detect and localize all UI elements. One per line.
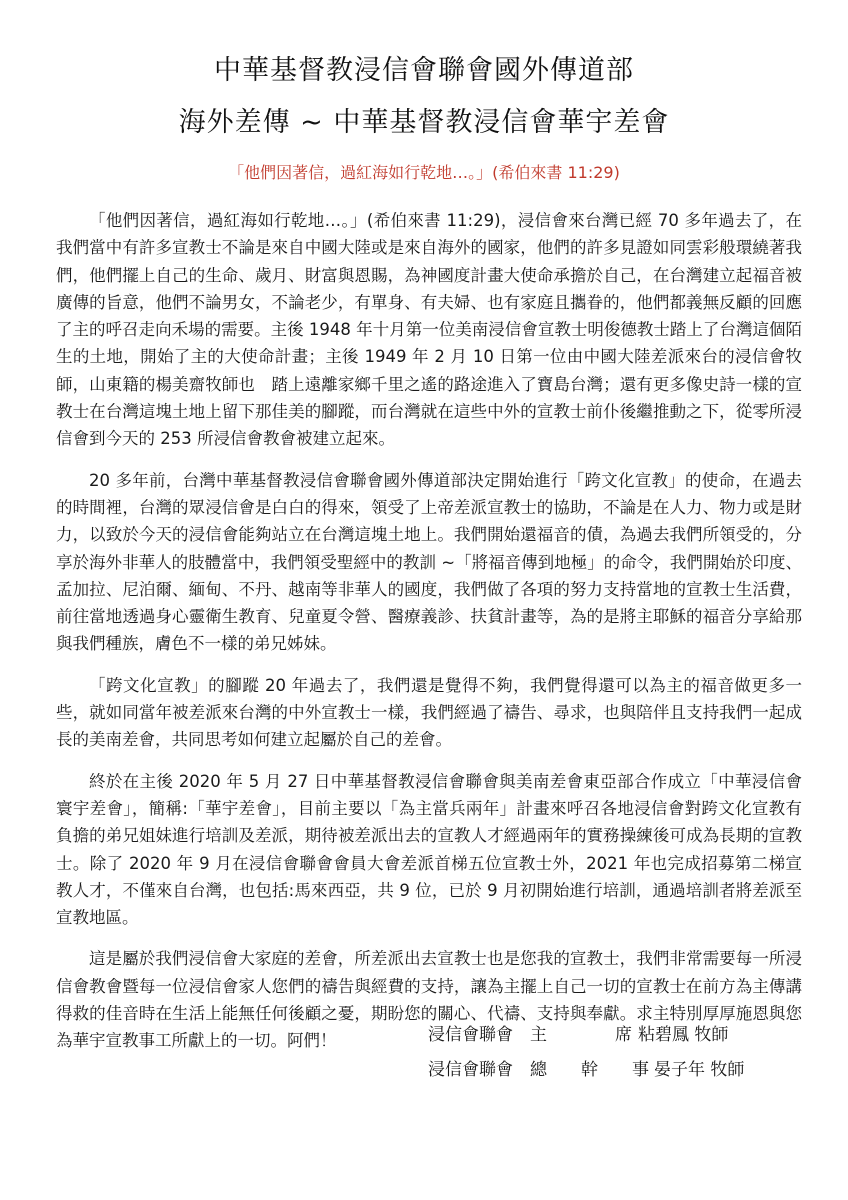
signature-org: 浸信會聯會 bbox=[428, 1060, 513, 1080]
signature-name: 晏子年 牧師 bbox=[654, 1060, 745, 1080]
letter-body bbox=[56, 207, 802, 1055]
paragraph: 「跨文化宣教」的腳蹤 20 年過去了，我們還是覺得不夠，我們覺得還可以為主的福音做更多一些，就如同當年被差派來台灣的中外宣教士一樣，我們經過了禱告、尋求，也與陪伴且支持我們一起成長的美南差會，共同思考如何建立起屬於自己的差會。 bbox=[56, 675, 802, 750]
signature-general-secretary bbox=[428, 1055, 788, 1080]
signature-name: 粘碧鳳 牧師 bbox=[638, 1025, 729, 1045]
paragraph: 終於在主後 2020 年 5 月 27 日中華基督教浸信會聯會與美南差會東亞部合作成立「中華浸信會寰宇差會」，簡稱:「華宇差會」，目前主要以「為主當兵兩年」計畫來呼召各地浸信會對跨文化宣教有負擔的弟兄姐妹進行培訓及差派，期待被差派出去的宣教人才經過兩年的實務操練後可成為長期的宣教士。除了 2020 年 9 月在浸信會聯會會員大會差派首梯五位宣教士外，2021 年也完成招募第二梯宣教人才，不僅來自台灣，也包括:馬來西亞，共 9 位，已於 9 月初開始進行培訓，通過培訓者將差派至宣教地區。 bbox=[56, 771, 802, 928]
paragraph: 這是屬於我們浸信會大家庭的差會，所差派出去宣教士也是您我的宣教士，我們非常需要每一所浸信會教會暨每一位浸信會家人您們的禱告與經費的支持，讓為主擺上自己一切的宣教士在前方為主傳講得救的佳音時在生活上能無任何後顧之憂，期盼您的關心、代禱、支持與奉獻。求主特別厚厚施恩與您為華宇宣教事工所獻上的一切。阿們！ bbox=[56, 949, 802, 1051]
page-title: 中華基督教浸信會聯會國外傳道部 bbox=[214, 55, 634, 86]
page-subtitle: 海外差傳 ~ 中華基督教浸信會華宇差會 bbox=[178, 107, 670, 138]
signature-role: 總 幹 事 bbox=[530, 1060, 649, 1080]
signature-chairperson bbox=[428, 1020, 788, 1045]
paragraph: 20 多年前，台灣中華基督教浸信會聯會國外傳道部決定開始進行「跨文化宣教」的使命，在過去的時間裡，台灣的眾浸信會是白白的得來，領受了上帝差派宣教士的協助，不論是在人力、物力或是財力，以致於今天的浸信會能夠站立在台灣這塊土地上。我們開始還福音的債，為過去我們所領受的，分享於海外非華人的肢體當中，我們領受聖經中的教訓 ~「將福音傳到地極」的命令，我們開始於印度、孟加拉、尼泊爾、緬甸、不丹、越南等非華人的國度，我們做了各項的努力支持當地的宣教士生活費，前往當地透過身心靈衛生教育、兒童夏令營、醫療義診、扶貧計畫等，為的是將主耶穌的福音分享給那與我們種族，膚色不一樣的弟兄姊妹。 bbox=[56, 470, 802, 654]
scripture-verse: 「他們因著信，過紅海如行乾地…。」(希伯來書 11:29) bbox=[228, 163, 620, 182]
signature-org: 浸信會聯會 bbox=[428, 1025, 513, 1045]
signature-role: 主 席 bbox=[530, 1025, 632, 1045]
paragraph: 「他們因著信，過紅海如行乾地…。」(希伯來書 11:29)，浸信會來台灣已經 70 多年過去了，在我們當中有許多宣教士不論是來自中國大陸或是來自海外的國家，他們的許多見證如同雲彩般環繞著我們，他們擺上自己的生命、歲月、財富與恩賜，為神國度計畫大使命承擔於自己，在台灣建立起福音被廣傳的旨意，他們不論男女，不論老少，有單身、有夫婦、也有家庭且攜眷的，他們都義無反顧的回應了主的呼召走向禾場的需要。主後 1948 年十月第一位美南浸信會宣教士明俊德教士踏上了台灣這個陌生的土地，開始了主的大使命計畫；主後 1949 年 2 月 10 日第一位由中國大陸差派來台的浸信會牧師，山東籍的楊美齋牧師也 踏上遠離家鄉千里之遙的路途進入了寶島台灣；還有更多像史詩一樣的宣教士在台灣這塊土地上留下那佳美的腳蹤，而台灣就在這些中外的宣教士前仆後繼推動之下，從零所浸信會到今天的 253 所浸信會教會被建立起來。 bbox=[56, 211, 802, 449]
